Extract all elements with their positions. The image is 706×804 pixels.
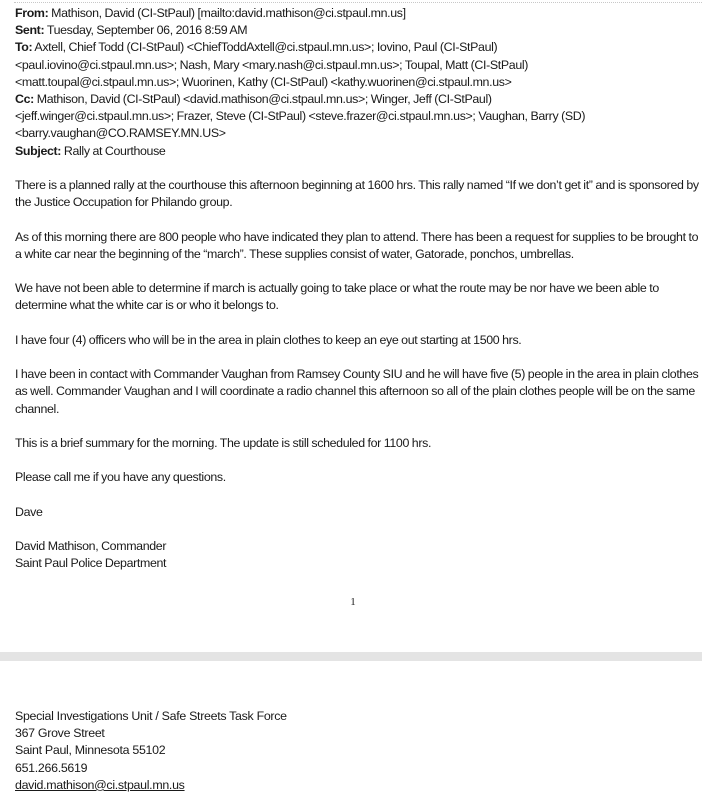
signature-name: David Mathison, Commander [15, 539, 167, 554]
footer-street: 367 Grove Street [15, 726, 105, 741]
from-line [15, 5, 705, 22]
cc-line [15, 91, 705, 108]
sent-label: Sent: [15, 23, 45, 38]
cc-recipients-line: Mathison, David (CI-StPaul) <david.mathison@ci.stpaul.mn.us>; Winger, Jeff (CI-StPaul) [36, 92, 492, 107]
to-recipients-line: Axtell, Chief Todd (CI-StPaul) <ChiefToddAxtell@ci.stpaul.mn.us>; Iovino, Paul (CI-StPaul) [34, 40, 498, 55]
sent-value: Tuesday, September 06, 2016 8:59 AM [46, 23, 248, 38]
cc-recipients-line: <jeff.winger@ci.stpaul.mn.us>; Frazer, Steve (CI-StPaul) <steve.frazer@ci.stpaul.mn.us>; Vaughan, Barry (SD) [15, 109, 586, 124]
to-line [15, 39, 705, 56]
subject-line [15, 143, 705, 160]
email-header [15, 5, 705, 160]
from-value: Mathison, David (CI-StPaul) [mailto:david.mathison@ci.stpaul.mn.us] [51, 6, 406, 20]
footer-unit: Special Investigations Unit / Safe Streets Task Force [15, 709, 287, 723]
to-recipients-line: <paul.iovino@ci.stpaul.mn.us>; Nash, Mary <mary.nash@ci.stpaul.mn.us>; Toupal, Matt (CI-StPaul) [15, 57, 529, 72]
top-dotted-rule [14, 2, 702, 3]
to-recipients-line: <matt.toupal@ci.stpaul.mn.us>; Wuorinen, Kathy (CI-StPaul) <kathy.wuorinen@ci.stpaul.mn.us> [15, 74, 512, 89]
email-page [15, 5, 705, 573]
body-paragraph: I have four (4) officers who will be in the area in plain clothes to keep an eye out starting at 1500 hrs. [15, 332, 522, 347]
from-label: From: [15, 6, 49, 20]
subject-label: Subject: [15, 143, 62, 158]
body-paragraph: This is a brief summary for the morning. The update is still scheduled for 1100 hrs. [15, 435, 432, 450]
footer-phone: 651.266.5619 [15, 760, 88, 775]
body-paragraph: I have been in contact with Commander Vaughan from Ramsey County SIU and he will have five (5) people in the area in plain clothes as well. Commander Vaughan and I will coordinate a radio channel this afternoon so all of the plain clothes people will be on the same channel. [15, 367, 699, 416]
footer-city: Saint Paul, Minnesota 55102 [15, 743, 166, 758]
page-number: 1 [350, 596, 356, 608]
to-label: To: [15, 40, 33, 55]
body-paragraph: There is a planned rally at the courthouse this afternoon beginning at 1600 hrs. This rally named “If we don’t get it” and is sponsored by the Justice Occupation for Philando group. [15, 178, 699, 210]
page-divider [0, 652, 702, 661]
body-paragraph: As of this morning there are 800 people who have indicated they plan to attend. There has been a request for supplies to be brought to a white car near the beginning of the “march”. These supplies consist of water, Gatorade, ponchos, umbrellas. [15, 229, 699, 261]
email-body [15, 177, 705, 573]
cc-recipients-line: <barry.vaughan@CO.RAMSEY.MN.US> [15, 126, 226, 141]
body-paragraph: We have not been able to determine if march is actually going to take place or what the route may be nor have we been able to determine what the white car is or who it belongs to. [15, 281, 659, 313]
signoff: Dave [15, 504, 43, 519]
signature-footer [15, 708, 287, 794]
signature-org: Saint Paul Police Department [15, 556, 167, 571]
cc-label: Cc: [15, 92, 34, 107]
footer-email-link[interactable]: david.mathison@ci.stpaul.mn.us [15, 777, 185, 792]
subject-value: Rally at Courthouse [63, 143, 166, 158]
sent-line [15, 22, 705, 39]
body-paragraph: Please call me if you have any questions. [15, 470, 226, 485]
